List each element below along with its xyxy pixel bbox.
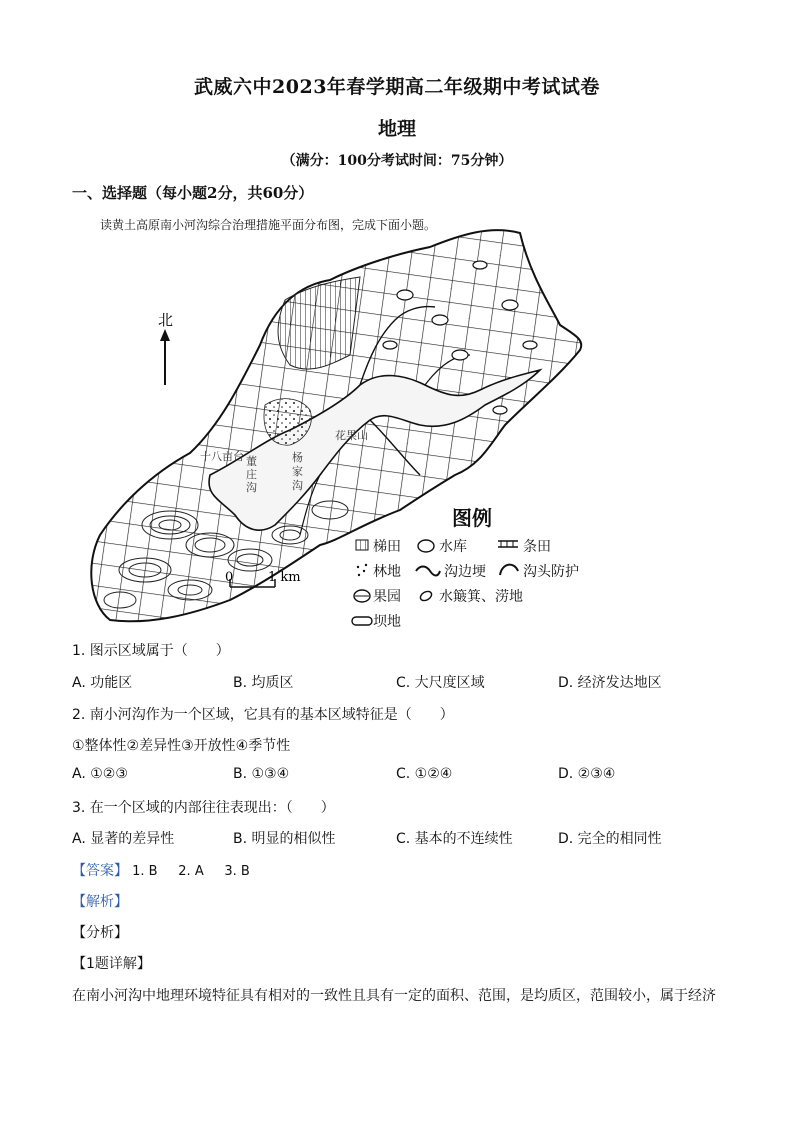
place-label: 沟 xyxy=(292,479,303,492)
question-2-option-c: C. ①②④ xyxy=(396,766,453,782)
analysis-heading: 【解析】 xyxy=(72,894,128,910)
terrace-legend-icon xyxy=(356,540,368,550)
question-1-option-c: C. 大尺度区域 xyxy=(396,675,485,691)
place-label: 花果山 xyxy=(335,429,368,442)
answer-line xyxy=(72,860,250,880)
north-label: 北 xyxy=(158,311,174,329)
legend-item: 梯田 xyxy=(373,539,401,555)
place-label: 十八亩台 xyxy=(200,450,244,463)
question-3-option-a: A. 显著的差异性 xyxy=(72,831,175,847)
scale-zero: 0 xyxy=(225,570,234,585)
place-label: 庄 xyxy=(246,468,257,481)
legend-item: 果园 xyxy=(373,589,401,605)
exam-title: 武威六中2023年春学期高二年级期中考试试卷 xyxy=(194,76,600,98)
place-label: 杨 xyxy=(292,451,303,464)
question-2-option-b: B. ①③④ xyxy=(233,766,290,782)
reservoir-legend-icon xyxy=(418,540,434,552)
question-2-option-a: A. ①②③ xyxy=(72,766,128,782)
legend-item: 条田 xyxy=(523,539,551,555)
scale-km: 1 km xyxy=(268,570,301,585)
legend-item: 水库 xyxy=(439,539,467,555)
gully-edge-legend-icon xyxy=(416,567,440,576)
hatched-area xyxy=(278,277,360,369)
fenxi-heading: 【分析】 xyxy=(72,925,128,941)
answer-label: 【答案】 xyxy=(72,863,128,879)
question-2-sub: ①整体性②差异性③开放性④季节性 xyxy=(72,738,291,754)
legend-item: 水簸箕、涝地 xyxy=(439,589,523,605)
section-heading: 一、选择题（每小题2分，共60分） xyxy=(72,184,314,202)
answer-value: 2. A xyxy=(178,864,204,879)
intro-text: 读黄土高原南小河沟综合治理措施平面分布图，完成下面小题。 xyxy=(100,218,437,232)
gully-map-figure xyxy=(60,225,640,635)
question-3-option-b: B. 明显的相似性 xyxy=(233,831,336,847)
legend-item: 林地 xyxy=(373,564,401,580)
question-1-option-d: D. 经济发达地区 xyxy=(558,675,662,691)
legend-item: 沟头防护 xyxy=(523,564,579,580)
question-1-option-a: A. 功能区 xyxy=(72,675,133,691)
water-dustpan-legend-icon xyxy=(419,590,433,603)
place-label: 家 xyxy=(292,465,303,478)
forest-legend-icon xyxy=(357,564,367,576)
question-2-stem: 2. 南小河沟作为一个区域，它具有的基本区域特征是（ ） xyxy=(72,707,454,723)
question-2-option-d: D. ②③④ xyxy=(558,766,616,782)
map-legend xyxy=(352,506,579,630)
question-1-option-b: B. 均质区 xyxy=(233,675,294,691)
place-label: 沟 xyxy=(246,481,257,494)
orchard-legend-icon xyxy=(354,590,370,602)
answer-value: 3. B xyxy=(224,864,250,879)
place-label: 董 xyxy=(246,455,257,468)
subject-title: 地理 xyxy=(377,118,416,140)
answer-value: 1. B xyxy=(132,864,158,879)
dam-land-legend-icon xyxy=(352,617,372,625)
strip-field-legend-icon xyxy=(498,541,518,547)
question-3-option-d: D. 完全的相同性 xyxy=(558,831,662,847)
exam-meta: （满分：100分考试时间：75分钟） xyxy=(281,153,513,169)
question-3-option-c: C. 基本的不连续性 xyxy=(396,831,513,847)
legend-item: 坝地 xyxy=(373,614,401,630)
detail-text: 在南小河沟中地理环境特征具有相对的一致性且具有一定的面积、范围，是均质区，范围较小，属于经济 xyxy=(72,988,716,1004)
legend-item: 沟边埂 xyxy=(444,564,486,580)
question-1-stem: 1. 图示区域属于（ ） xyxy=(72,643,230,659)
gully-head-legend-icon xyxy=(500,565,518,575)
north-arrow xyxy=(158,311,173,385)
question-3-stem: 3. 在一个区域的内部往往表现出：（ ） xyxy=(72,800,335,816)
legend-title: 图例 xyxy=(452,506,492,530)
detail-heading: 【1题详解】 xyxy=(72,956,151,972)
